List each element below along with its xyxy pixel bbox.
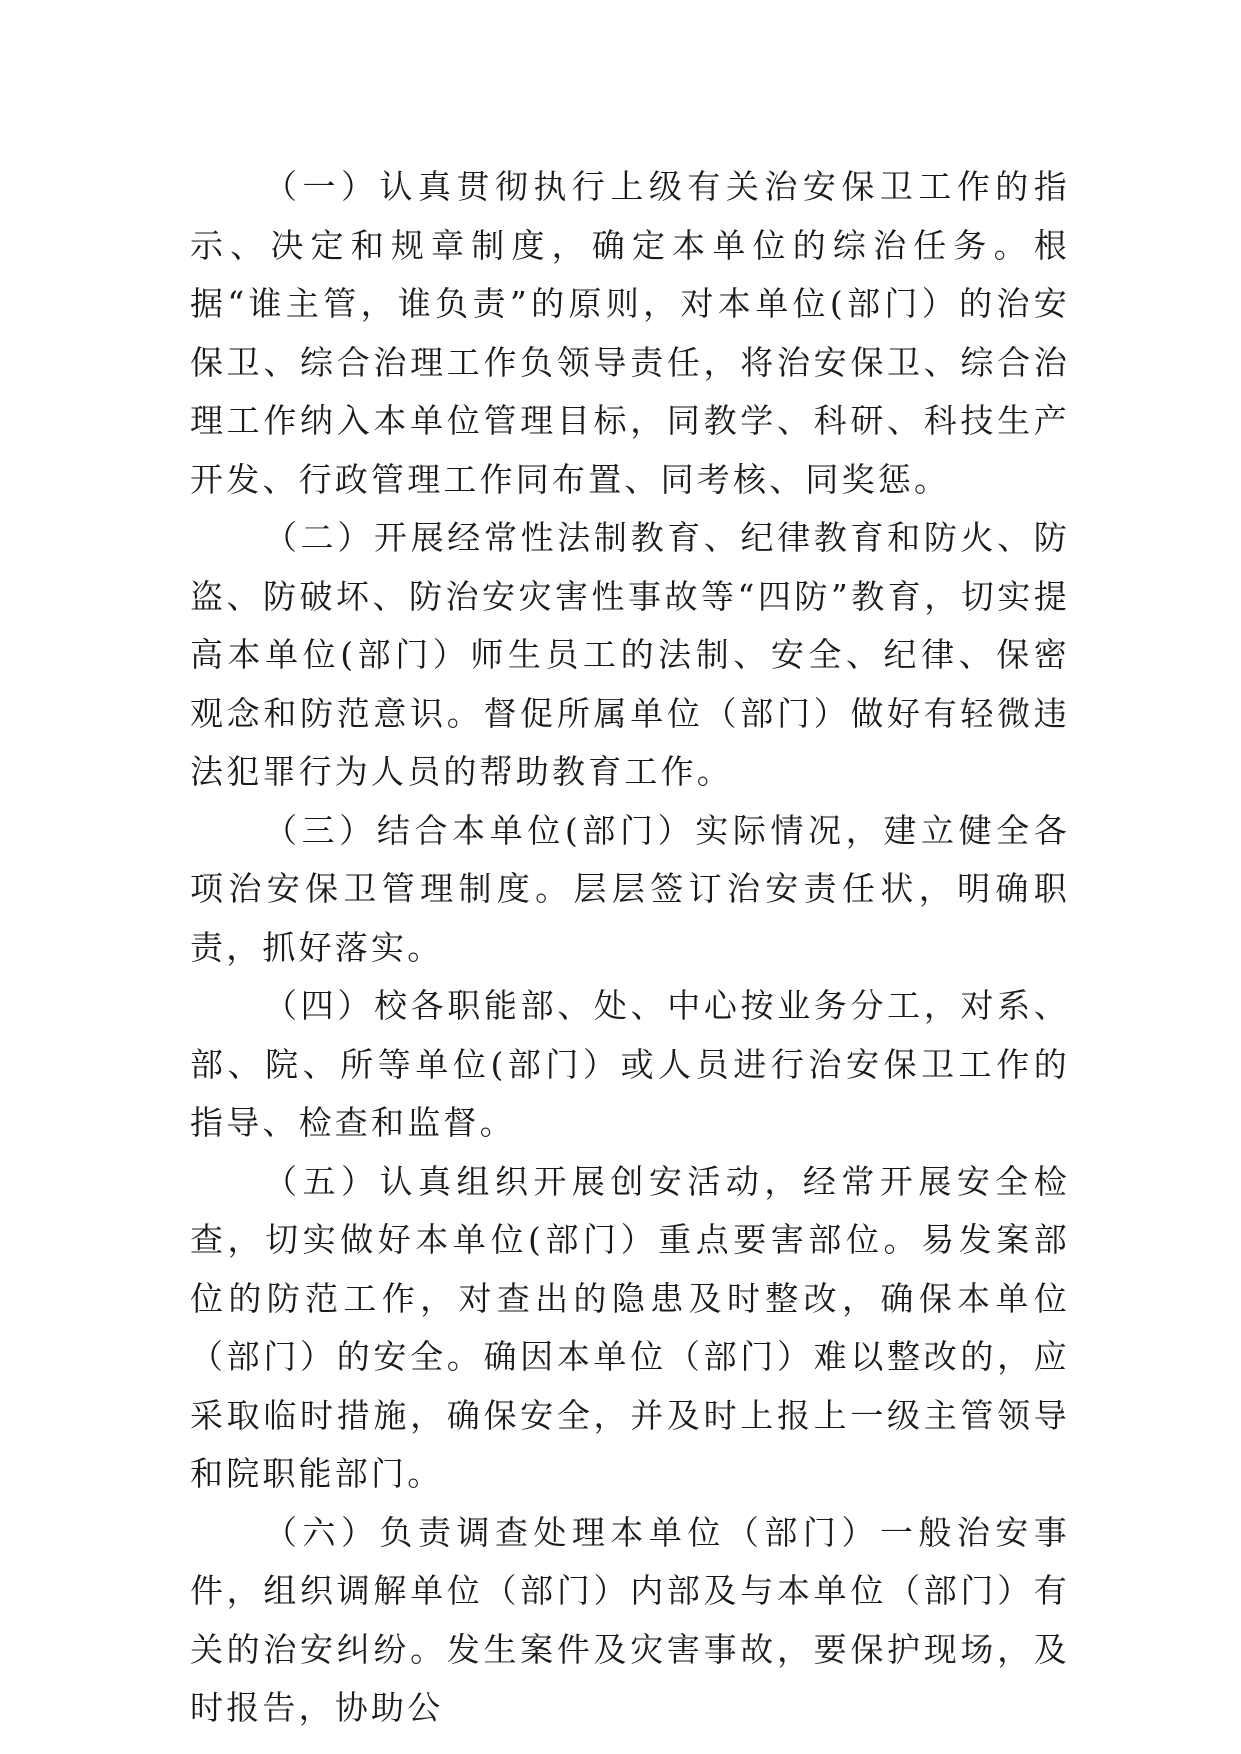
paragraph-2: （二）开展经常性法制教育、纪律教育和防火、防盗、防破坏、防治安灾害性事故等“四防”教育，切实提高本单位(部门）师生员工的法制、安全、纪律、保密观念和防范意识。督促所属单位（部门）做好有轻微违法犯罪行为人员的帮助教育工作。 [190,518,1070,791]
paragraph-5: （五）认真组织开展创安活动，经常开展安全检查，切实做好本单位(部门）重点要害部位。易发案部位的防范工作，对查出的隐患及时整改，确保本单位（部门）的安全。确因本单位（部门）难以整改的，应采取临时措施，确保安全，并及时上报上一级主管领导和院职能部门。 [190,1161,1070,1493]
paragraph-3: （三）结合本单位(部门）实际情况，建立健全各项治安保卫管理制度。层层签订治安责任状，明确职责，抓好落实。 [190,810,1070,967]
paragraph-4: （四）校各职能部、处、中心按业务分工，对系、部、院、所等单位(部门）或人员进行治安保卫工作的指导、检查和监督。 [190,986,1070,1142]
paragraph-6: （六）负责调查处理本单位（部门）一般治安事件，组织调解单位（部门）内部及与本单位（部门）有关的治安纠纷。发生案件及灾害事故，要保护现场，及时报告，协助公 [190,1512,1070,1727]
paragraph-1: （一）认真贯彻执行上级有关治安保卫工作的指示、决定和规章制度，确定本单位的综治任务。根据“谁主管，谁负责”的原则，对本单位(部门）的治安保卫、综合治理工作负领导责任，将治安保卫、综合治理工作纳入本单位管理目标，同教学、科研、科技生产开发、行政管理工作同布置、同考核、同奖惩。 [190,167,1070,499]
document-body [190,158,1070,1738]
